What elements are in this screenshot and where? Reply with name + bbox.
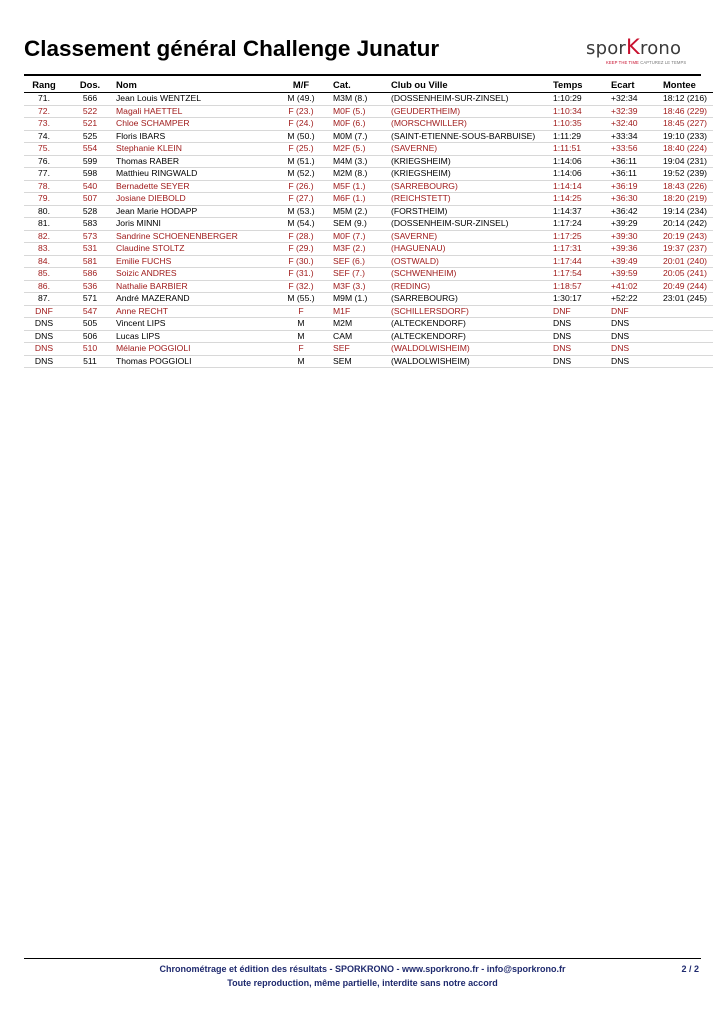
bib-cell: 528 [64,205,116,218]
name-cell: Josiane DIEBOLD [116,193,269,206]
bib-cell: 571 [64,293,116,306]
club-cell: (MORSCHWILLER) [391,118,553,131]
name-cell: Sandrine SCHOENENBERGER [116,230,269,243]
club-cell: (WALDOLWISHEIM) [391,355,553,368]
gender-cell: F (28.) [269,230,333,243]
page-title: Classement général Challenge Junatur [24,36,440,61]
category-cell: M3F (3.) [333,280,391,293]
table-row [24,355,713,368]
gap-cell: +32:40 [611,118,663,131]
table-row [24,143,713,156]
rank-cell: 77. [24,168,64,181]
club-cell: (SARREBOURG) [391,293,553,306]
bib-cell: 507 [64,193,116,206]
time-cell: 1:10:34 [553,105,611,118]
bib-cell: 583 [64,218,116,231]
time-cell: DNS [553,330,611,343]
gender-cell: M (55.) [269,293,333,306]
climb-cell: 20:49 (244) [663,280,713,293]
category-cell: M9M (1.) [333,293,391,306]
col-header-mf: M/F [269,77,333,93]
time-cell: 1:14:06 [553,155,611,168]
gap-cell: +33:34 [611,130,663,143]
logo-tag-a: KEEP THE TIME [606,60,639,65]
col-header-montee: Montee [663,77,713,93]
category-cell: M0F (6.) [333,118,391,131]
table-row [24,105,713,118]
category-cell: M4M (3.) [333,155,391,168]
club-cell: (GEUDERTHEIM) [391,105,553,118]
climb-cell [663,355,713,368]
club-cell: (ALTECKENDORF) [391,330,553,343]
category-cell: M0M (7.) [333,130,391,143]
gender-cell: F (30.) [269,255,333,268]
page-number: 2 / 2 [681,964,699,974]
table-row [24,305,713,318]
rank-cell: DNS [24,355,64,368]
gap-cell: +39:29 [611,218,663,231]
name-cell: Thomas POGGIOLI [116,355,269,368]
gender-cell: M (50.) [269,130,333,143]
gender-cell: F [269,305,333,318]
table-row [24,330,713,343]
bib-cell: 573 [64,230,116,243]
results-table [24,77,713,368]
rank-cell: DNS [24,318,64,331]
table-row [24,230,713,243]
name-cell: Emilie FUCHS [116,255,269,268]
table-header-row [24,77,713,93]
category-cell: SEF (6.) [333,255,391,268]
climb-cell: 18:46 (229) [663,105,713,118]
name-cell: Claudine STOLTZ [116,243,269,256]
bib-cell: 505 [64,318,116,331]
rank-cell: 83. [24,243,64,256]
logo-tagline [606,60,702,65]
rank-cell: 85. [24,268,64,281]
bib-cell: 536 [64,280,116,293]
name-cell: Bernadette SEYER [116,180,269,193]
gap-cell: +32:39 [611,105,663,118]
table-row [24,243,713,256]
rank-cell: 71. [24,93,64,106]
footer-credits: Chronométrage et édition des résultats - SPORKRONO - www.sporkrono.fr - info@sporkrono.fr [159,964,566,974]
table-row [24,280,713,293]
club-cell: (REICHSTETT) [391,193,553,206]
gender-cell: M [269,355,333,368]
time-cell: 1:17:24 [553,218,611,231]
gender-cell: F (32.) [269,280,333,293]
gap-cell: +36:19 [611,180,663,193]
bib-cell: 599 [64,155,116,168]
category-cell: M3M (8.) [333,93,391,106]
table-row [24,255,713,268]
gap-cell: DNS [611,343,663,356]
time-cell: DNS [553,355,611,368]
table-row [24,205,713,218]
gap-cell: +41:02 [611,280,663,293]
table-row [24,93,713,106]
name-cell: Magali HAETTEL [116,105,269,118]
col-header-rang: Rang [24,77,64,93]
gap-cell: DNS [611,355,663,368]
time-cell: 1:17:31 [553,243,611,256]
climb-cell: 19:10 (233) [663,130,713,143]
time-cell: 1:14:37 [553,205,611,218]
name-cell: Stephanie KLEIN [116,143,269,156]
category-cell: M0F (5.) [333,105,391,118]
bib-cell: 581 [64,255,116,268]
gap-cell: +33:56 [611,143,663,156]
category-cell: M6F (1.) [333,193,391,206]
time-cell: 1:14:06 [553,168,611,181]
time-cell: 1:14:25 [553,193,611,206]
table-row [24,155,713,168]
time-cell: DNF [553,305,611,318]
gap-cell: +36:11 [611,155,663,168]
col-header-cat: Cat. [333,77,391,93]
climb-cell: 23:01 (245) [663,293,713,306]
rank-cell: DNF [24,305,64,318]
gender-cell: F (31.) [269,268,333,281]
climb-cell: 19:14 (234) [663,205,713,218]
climb-cell: 20:01 (240) [663,255,713,268]
name-cell: Anne RECHT [116,305,269,318]
table-row [24,318,713,331]
name-cell: Jean Louis WENTZEL [116,93,269,106]
name-cell: Matthieu RINGWALD [116,168,269,181]
gender-cell: M (49.) [269,93,333,106]
table-row [24,218,713,231]
category-cell: M2M (8.) [333,168,391,181]
gender-cell: M (52.) [269,168,333,181]
bib-cell: 506 [64,330,116,343]
category-cell: SEF (7.) [333,268,391,281]
name-cell: André MAZERAND [116,293,269,306]
bib-cell: 566 [64,93,116,106]
time-cell: 1:10:29 [553,93,611,106]
rank-cell: 76. [24,155,64,168]
climb-cell: 19:37 (237) [663,243,713,256]
bib-cell: 522 [64,105,116,118]
bib-cell: 510 [64,343,116,356]
bib-cell: 525 [64,130,116,143]
climb-cell: 20:05 (241) [663,268,713,281]
name-cell: Chloe SCHAMPER [116,118,269,131]
gender-cell: M (51.) [269,155,333,168]
rank-cell: 75. [24,143,64,156]
climb-cell [663,330,713,343]
gender-cell: M (54.) [269,218,333,231]
name-cell: Thomas RABER [116,155,269,168]
climb-cell: 18:20 (219) [663,193,713,206]
club-cell: (ALTECKENDORF) [391,318,553,331]
name-cell: Jean Marie HODAPP [116,205,269,218]
col-header-ecart: Ecart [611,77,663,93]
rank-cell: 78. [24,180,64,193]
climb-cell: 18:12 (216) [663,93,713,106]
bib-cell: 586 [64,268,116,281]
gap-cell: +32:34 [611,93,663,106]
table-row [24,268,713,281]
name-cell: Lucas LIPS [116,330,269,343]
gap-cell: +39:49 [611,255,663,268]
name-cell: Nathalie BARBIER [116,280,269,293]
rank-cell: 74. [24,130,64,143]
climb-cell: 19:04 (231) [663,155,713,168]
table-row [24,193,713,206]
gap-cell: DNS [611,318,663,331]
category-cell: M1F [333,305,391,318]
logo-word-end: rono [640,38,682,59]
club-cell: (WALDOLWISHEIM) [391,343,553,356]
category-cell: M3F (2.) [333,243,391,256]
club-cell: (SCHILLERSDORF) [391,305,553,318]
club-cell: (SCHWENHEIM) [391,268,553,281]
table-row [24,168,713,181]
time-cell: 1:18:57 [553,280,611,293]
gap-cell: DNS [611,330,663,343]
climb-cell [663,318,713,331]
rank-cell: 86. [24,280,64,293]
header-divider [24,74,701,76]
time-cell: 1:17:44 [553,255,611,268]
rank-cell: 82. [24,230,64,243]
table-row [24,343,713,356]
category-cell: M2F (5.) [333,143,391,156]
bib-cell: 554 [64,143,116,156]
table-row [24,130,713,143]
category-cell: SEM (9.) [333,218,391,231]
club-cell: (DOSSENHEIM-SUR-ZINSEL) [391,93,553,106]
category-cell: SEM [333,355,391,368]
logo-tag-b: CAPTUREZ LE TEMPS [640,60,687,65]
col-header-dos: Dos. [64,77,116,93]
club-cell: (SARREBOURG) [391,180,553,193]
table-row [24,180,713,193]
club-cell: (OSTWALD) [391,255,553,268]
rank-cell: 73. [24,118,64,131]
name-cell: Joris MINNI [116,218,269,231]
gap-cell: +52:22 [611,293,663,306]
club-cell: (REDING) [391,280,553,293]
bib-cell: 598 [64,168,116,181]
col-header-temps: Temps [553,77,611,93]
logo-word-start: spor [586,38,627,59]
time-cell: 1:30:17 [553,293,611,306]
time-cell: 1:17:54 [553,268,611,281]
bib-cell: 511 [64,355,116,368]
gender-cell: M [269,330,333,343]
category-cell: M0F (7.) [333,230,391,243]
gap-cell: +36:11 [611,168,663,181]
gap-cell: +39:36 [611,243,663,256]
name-cell: Soizic ANDRES [116,268,269,281]
gender-cell: F (27.) [269,193,333,206]
rank-cell: 79. [24,193,64,206]
bib-cell: 547 [64,305,116,318]
footer-divider [24,958,701,959]
time-cell: 1:14:14 [553,180,611,193]
logo-word-k: K [626,35,641,59]
category-cell: M2M [333,318,391,331]
table-row [24,118,713,131]
club-cell: (DOSSENHEIM-SUR-ZINSEL) [391,218,553,231]
climb-cell [663,305,713,318]
gender-cell: M (53.) [269,205,333,218]
gender-cell: F [269,343,333,356]
bib-cell: 531 [64,243,116,256]
bib-cell: 521 [64,118,116,131]
name-cell: Vincent LIPS [116,318,269,331]
climb-cell: 20:19 (243) [663,230,713,243]
rank-cell: DNS [24,343,64,356]
category-cell: M5F (1.) [333,180,391,193]
club-cell: (FORSTHEIM) [391,205,553,218]
gender-cell: F (25.) [269,143,333,156]
category-cell: M5M (2.) [333,205,391,218]
club-cell: (SAINT-ETIENNE-SOUS-BARBUISE) [391,130,553,143]
footer-copyright: Toute reproduction, même partielle, interdite sans notre accord [227,978,498,988]
time-cell: DNS [553,318,611,331]
col-header-nom: Nom [116,77,269,93]
category-cell: SEF [333,343,391,356]
gap-cell: DNF [611,305,663,318]
rank-cell: 87. [24,293,64,306]
gap-cell: +36:42 [611,205,663,218]
climb-cell: 19:52 (239) [663,168,713,181]
rank-cell: 72. [24,105,64,118]
rank-cell: 84. [24,255,64,268]
rank-cell: DNS [24,330,64,343]
sporkrono-logo [586,35,702,70]
time-cell: 1:17:25 [553,230,611,243]
results-body [24,93,713,368]
club-cell: (KRIEGSHEIM) [391,155,553,168]
name-cell: Floris IBARS [116,130,269,143]
climb-cell: 18:40 (224) [663,143,713,156]
gap-cell: +39:30 [611,230,663,243]
gender-cell: F (24.) [269,118,333,131]
club-cell: (SAVERNE) [391,143,553,156]
time-cell: DNS [553,343,611,356]
club-cell: (SAVERNE) [391,230,553,243]
table-row [24,293,713,306]
gender-cell: M [269,318,333,331]
gender-cell: F (23.) [269,105,333,118]
name-cell: Mélanie POGGIOLI [116,343,269,356]
rank-cell: 81. [24,218,64,231]
climb-cell: 18:43 (226) [663,180,713,193]
climb-cell: 18:45 (227) [663,118,713,131]
club-cell: (HAGUENAU) [391,243,553,256]
time-cell: 1:10:35 [553,118,611,131]
climb-cell [663,343,713,356]
time-cell: 1:11:29 [553,130,611,143]
bib-cell: 540 [64,180,116,193]
gender-cell: F (26.) [269,180,333,193]
gender-cell: F (29.) [269,243,333,256]
gap-cell: +39:59 [611,268,663,281]
gap-cell: +36:30 [611,193,663,206]
time-cell: 1:11:51 [553,143,611,156]
club-cell: (KRIEGSHEIM) [391,168,553,181]
category-cell: CAM [333,330,391,343]
logo-wordmark [586,35,702,59]
climb-cell: 20:14 (242) [663,218,713,231]
rank-cell: 80. [24,205,64,218]
col-header-club: Club ou Ville [391,77,553,93]
